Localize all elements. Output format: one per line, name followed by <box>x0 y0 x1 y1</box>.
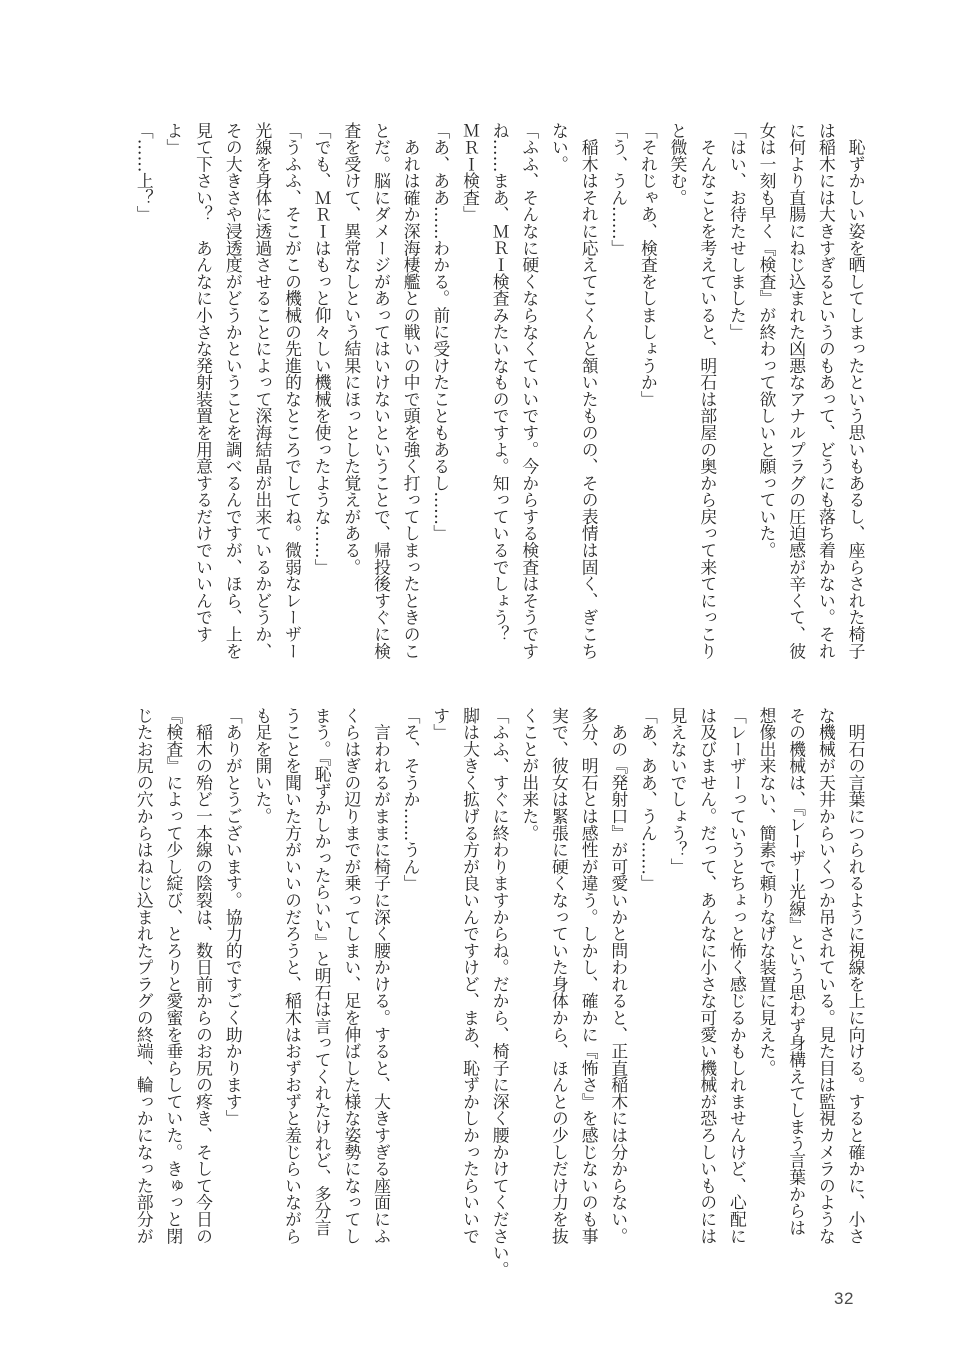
text-column: その機械は、『レーザー光線』という思わず身構えてしまう言葉からは <box>786 707 807 1236</box>
text-column: 明石の言葉につられるように視線を上に向ける。すると確かに、小さ <box>846 707 866 1245</box>
text-column: に何より直腸にねじ込まれた凶悪なアナルプラグの圧迫感が辛くて、彼 <box>786 122 807 660</box>
text-column: よ」 <box>163 122 184 156</box>
text-column: 脚は大きく拡げる方が良いんですけど、まあ、恥ずかしかったらいいで <box>460 707 481 1245</box>
text-column: 「そ、そうか……うん」 <box>401 707 422 892</box>
text-column: 査を受けて、異常なしという結果にほっとした覚えがある。 <box>341 122 362 576</box>
text-column: 「あ、ああ、うん……」 <box>638 707 659 892</box>
text-column: 「でも、ＭＲＩはもっと仰々しい機械を使ったような……」 <box>312 122 333 576</box>
text-column: 「はい、お待たせしました」 <box>727 122 748 341</box>
text-column: も足を開いた。 <box>252 707 273 825</box>
text-column: その大きさや浸透度がどうかということを調べるんですが、ほら、上を <box>223 122 244 660</box>
text-column: 見えないでしょう？」 <box>668 707 689 875</box>
text-column: くらはぎの辺りまでが乗ってしまい、足を伸ばした様な姿勢になってし <box>341 707 362 1245</box>
text-column: す」 <box>430 707 451 741</box>
page-number: 32 <box>834 1289 854 1308</box>
text-column: まう。『恥ずかしかったらいい』と明石は言ってくれたけれど、多分言 <box>312 707 333 1236</box>
text-column: ない。 <box>549 122 570 173</box>
text-column: 言われるがままに椅子に深く腰かける。すると、大きすぎる座面にふ <box>371 707 392 1245</box>
text-column: は及びません。だって、あんなに小さな可愛い機械が恐ろしいものには <box>697 707 718 1245</box>
text-column: 『検査』によって少し綻び、とろりと愛蜜を垂らしていた。きゅっと閉 <box>163 707 184 1245</box>
text-column: 「ふふ、すぐに終わりますからね。だから、椅子に深く腰かけてください。 <box>490 707 511 1278</box>
text-column: 想像出来ない、簡素で頼りなげな装置に見えた。 <box>757 707 778 1077</box>
text-column: 「ありがとうございます。協力的ですごく助かります」 <box>223 707 244 1127</box>
text-column: くことが出来た。 <box>519 707 540 842</box>
text-column: ＭＲＩ検査」 <box>460 122 481 223</box>
text-column: ね……まあ、ＭＲＩ検査みたいなものですよ。知っているでしょう？ <box>490 122 511 643</box>
text-column: 「それじゃあ、検査をしましょうか」 <box>638 122 659 408</box>
text-column: 光線を身体に透過させることによって深海結晶が出来ているかどうか、 <box>252 122 273 660</box>
lower-text-block <box>129 707 870 1278</box>
text-column: あれは確か深海棲艦との戦いの中で頭を強く打ってしまったときのこ <box>401 122 422 660</box>
text-column: と微笑む。 <box>668 122 689 206</box>
text-column: 女は一刻も早く『検査』が終わって欲しいと願っていた。 <box>757 122 778 559</box>
text-column: あの『発射口』が可愛いかと問われると、正直稲木には分からない。 <box>608 707 629 1245</box>
text-column: じたお尻の穴からはねじ込まれたプラグの終端、輪っかになった部分が <box>134 707 155 1245</box>
text-column: は稲木には大きすぎるというのもあって、どうにも落ち着かない。それ <box>816 122 837 660</box>
text-column: 「……上？」 <box>134 122 155 223</box>
text-column: 「レーザーっていうとちょっと怖く感じるかもしれませんけど、心配に <box>727 707 748 1245</box>
text-column: 「うふふ、そこがこの機械の先進的なところでしてね。微弱なレーザー <box>282 122 303 660</box>
upper-text-block <box>129 122 870 662</box>
text-column: 実で、彼女は緊張に硬くなっていた身体から、ほんとの少しだけ力を抜 <box>549 707 570 1245</box>
text-column: 「あ、ああ……わかる。前に受けたこともあるし……」 <box>430 122 451 542</box>
text-column: そんなことを考えていると、明石は部屋の奥から戻って来てにっこり <box>697 122 718 660</box>
text-column: 恥ずかしい姿を晒してしまったという思いもあるし、座らされた椅子 <box>846 122 866 660</box>
text-column: とだ。脳にダメージがあってはいけないということで、帰投後すぐに検 <box>371 122 392 660</box>
text-column: 見て下さい？ あんなに小さな発射装置を用意するだけでいいんです <box>193 122 214 643</box>
text-column: な機械が天井からいくつか吊されている。見た目は監視カメラのような <box>816 707 837 1245</box>
text-column: 稲木の殆ど一本線の陰裂は、数日前からのお尻の疼き、そして今日の <box>193 707 214 1245</box>
text-column: 「う、うん……」 <box>608 122 629 257</box>
text-column: 多分、明石とは感性が違う。しかし、確かに『怖さ』を感じないのも事 <box>579 707 600 1245</box>
text-column: 稲木はそれに応えてこくんと頷いたものの、その表情は固く、ぎこち <box>579 122 600 660</box>
text-column: うことを聞いた方がいいのだろうと、稲木はおずおずと羞じらいながら <box>282 707 303 1245</box>
text-column: 「ふふ、そんなに硬くならなくていいです。今からする検査はそうです <box>519 122 540 660</box>
